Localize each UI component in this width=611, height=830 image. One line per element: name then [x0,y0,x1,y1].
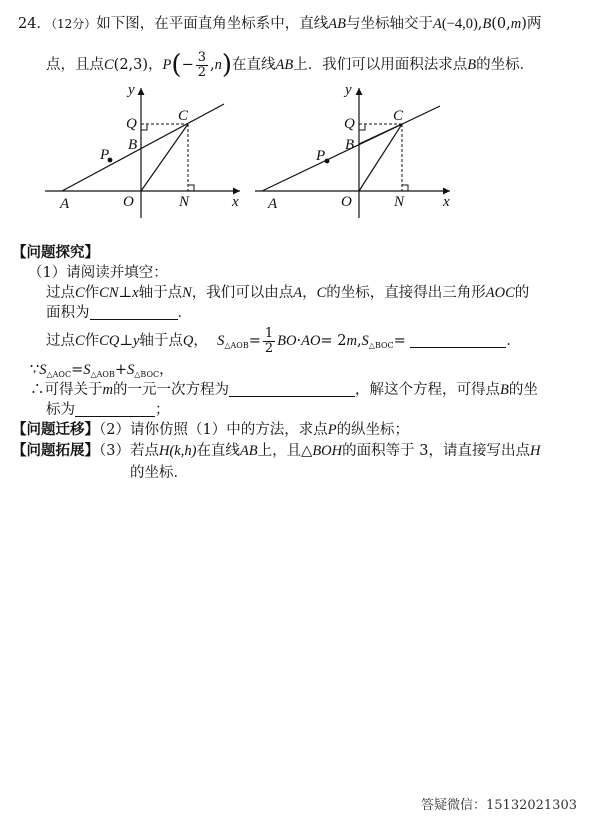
right-angle-q [141,124,147,130]
figure-coordinate-diagrams [0,82,611,222]
math-c: C [75,333,85,349]
math-minus: − [181,57,194,73]
question-line-1 [18,14,541,34]
math-ab: AB [239,443,258,459]
text: 过点 [46,333,75,349]
math-point-a: A [432,16,442,32]
math-point-b: B [482,16,492,32]
math-because: ∵ [30,362,40,378]
part-1-instruction: （1）请阅读并填空： [28,265,168,281]
label-a: A [268,196,278,212]
text: 标为 [46,402,75,418]
text: ； [155,402,170,418]
fraction-denominator: 2 [197,64,206,80]
math-s: S [127,362,135,378]
math-y: y [132,333,140,349]
math-point-c: C [104,57,114,73]
label-o: O [341,194,352,210]
math-h: H [529,443,541,459]
text: 过点 [46,285,75,301]
text: （2）请你仿照（1）中的方法，求点 [99,422,328,438]
question-text: 两 [526,16,542,32]
figure-left [45,82,240,218]
label-p: P [100,147,110,163]
math-eq: = [393,333,406,349]
right-angle-q [359,124,365,130]
math-coords-a: (−4,0) [441,16,478,32]
section-title-extend: 【问题拓展】 [12,442,99,459]
question-line-2: 点，且点C(2,3)，P(− $\frac{3}{2}$ ,n)在直线AB上．我们可以用面积法求点B的坐标． [46,49,535,80]
text: 的一元一次方程为 [112,382,229,398]
label-x: x [443,194,450,210]
text: 的坐标，直接得出三角形 [326,285,486,301]
math-b: B [499,382,509,398]
math-eq: = [248,333,261,349]
math-coords-h: (k,h) [169,443,197,459]
math-comma: , [356,333,362,349]
answer-blank-area-boc[interactable] [410,331,506,348]
text: ， [193,333,208,349]
text: 作 [84,285,100,301]
line-ab [62,104,224,191]
text: 作 [84,333,100,349]
text: （3）若点 [99,443,159,459]
math-coords-c: (2,3) [113,57,149,73]
math-sub: △AOB [90,370,115,379]
s1-line-3 [46,326,521,361]
math-m: m [102,382,113,398]
right-angle-n [402,185,408,191]
label-b: B [345,137,355,153]
question-number: 24． [18,16,51,32]
s1-line-5 [30,380,538,400]
label-y: y [345,82,352,98]
text: 轴于点 [139,333,183,349]
math-h: H [158,443,170,459]
math-boh: BOH [312,443,343,459]
math-n: N [182,285,192,301]
math-x: x [132,285,139,301]
section-title-explore: 【问题探究】 [12,244,99,261]
math-comma: , [477,16,483,32]
label-o: O [123,194,134,210]
math-s: S [83,362,91,378]
math-comma: ， [148,57,163,73]
question-score: （12分） [50,17,97,31]
s3-line-1 [12,441,540,461]
text: 面积为 [46,305,90,321]
math-cn: CN [99,285,119,301]
question-text: 如下图，在平面直角坐标系中，直线 [96,16,329,32]
text: 的面积等于 3，请直接写出点 [342,443,530,459]
text: ， [159,362,174,378]
fraction-denominator: 2 [264,340,274,356]
question-text: 与坐标轴交于 [345,16,433,32]
text: 上，且△ [257,443,313,459]
math-a: A [293,285,303,301]
question-text: 点，且点 [46,57,104,73]
math-m: m [346,333,357,349]
fraction-numerator: 3 [197,49,206,65]
label-n: N [394,194,405,210]
math-ab: AB [328,16,346,32]
math-perp: ⊥ [119,333,133,349]
text: 在直线 [196,443,240,459]
math-eq: = 2 [320,333,347,349]
math-var-m: m [510,16,522,32]
math-therefore: ∴ [30,382,45,398]
math-ao: AO [301,333,321,349]
text: ，我们可以由点 [191,285,294,301]
math-bo: BO [277,333,297,349]
s2-line [12,420,409,440]
s1-line-2 [46,303,192,323]
math-sub: △AOB [224,341,249,350]
math-ab: AB [275,57,294,73]
math-c: C [75,285,85,301]
paren-right: ) [221,50,233,80]
question-text: 上．我们可以用面积法求点 [293,57,468,73]
label-c: C [393,108,404,124]
s1-line-6 [46,400,170,420]
point-p-dot [325,159,330,164]
math-point-b: B [467,57,477,73]
math-sub: △BOC [134,370,160,379]
fraction-1-2 [263,327,275,356]
math-coords-b: (0, [491,16,511,32]
s3-line-2: 的坐标． [130,465,188,481]
text: 轴于点 [138,285,183,301]
math-s: S [361,333,369,349]
label-y: y [128,82,135,98]
math-paren: ) [521,16,527,32]
label-c: C [178,108,189,124]
text: ． [177,305,192,321]
label-q: Q [126,116,137,132]
label-n: N [179,194,190,210]
math-sub: △AOC [46,370,72,379]
text: ，解这个方程，可得点 [354,382,500,398]
label-b: B [128,137,138,153]
fraction-numerator: 1 [264,325,274,341]
question-text: 的坐标． [476,57,535,73]
figure-right [255,82,450,218]
math-var-n: n [214,57,222,73]
math-c: C [316,285,327,301]
fraction-3-2 [196,51,208,80]
math-plus: + [114,362,128,378]
math-sub: △BOC [368,341,394,350]
math-aoc: AOC [485,285,515,301]
math-p: P [327,422,337,438]
math-q: Q [182,333,194,349]
label-x: x [232,194,239,210]
math-perp: ⊥ [118,285,133,301]
segment-oc [141,124,188,191]
text: ， [302,285,317,301]
answer-blank-point-b[interactable] [75,400,155,417]
text: 的 [514,285,530,301]
section-title-transfer: 【问题迁移】 [12,421,99,438]
answer-blank-equation[interactable] [229,380,355,397]
text: 可得关于 [44,382,103,398]
math-s: S [217,333,225,349]
label-a: A [60,196,70,212]
right-angle-n [188,185,194,191]
math-cq: CQ [99,333,120,349]
answer-blank-area-aoc[interactable] [90,303,178,320]
question-text: 在直线 [232,57,276,73]
paren-left: ( [171,50,182,80]
label-p: P [316,148,326,164]
label-q: Q [344,116,355,132]
footer-contact: 答疑微信：15132021303 [421,798,577,813]
text: ． [506,333,521,349]
math-eq: = [71,362,84,378]
text: 的坐 [508,382,538,398]
math-dot: · [296,333,302,349]
s1-line-1 [46,283,529,303]
text: 的纵坐标； [336,422,410,438]
math-s: S [39,362,47,378]
math-point-p: P [162,57,172,73]
